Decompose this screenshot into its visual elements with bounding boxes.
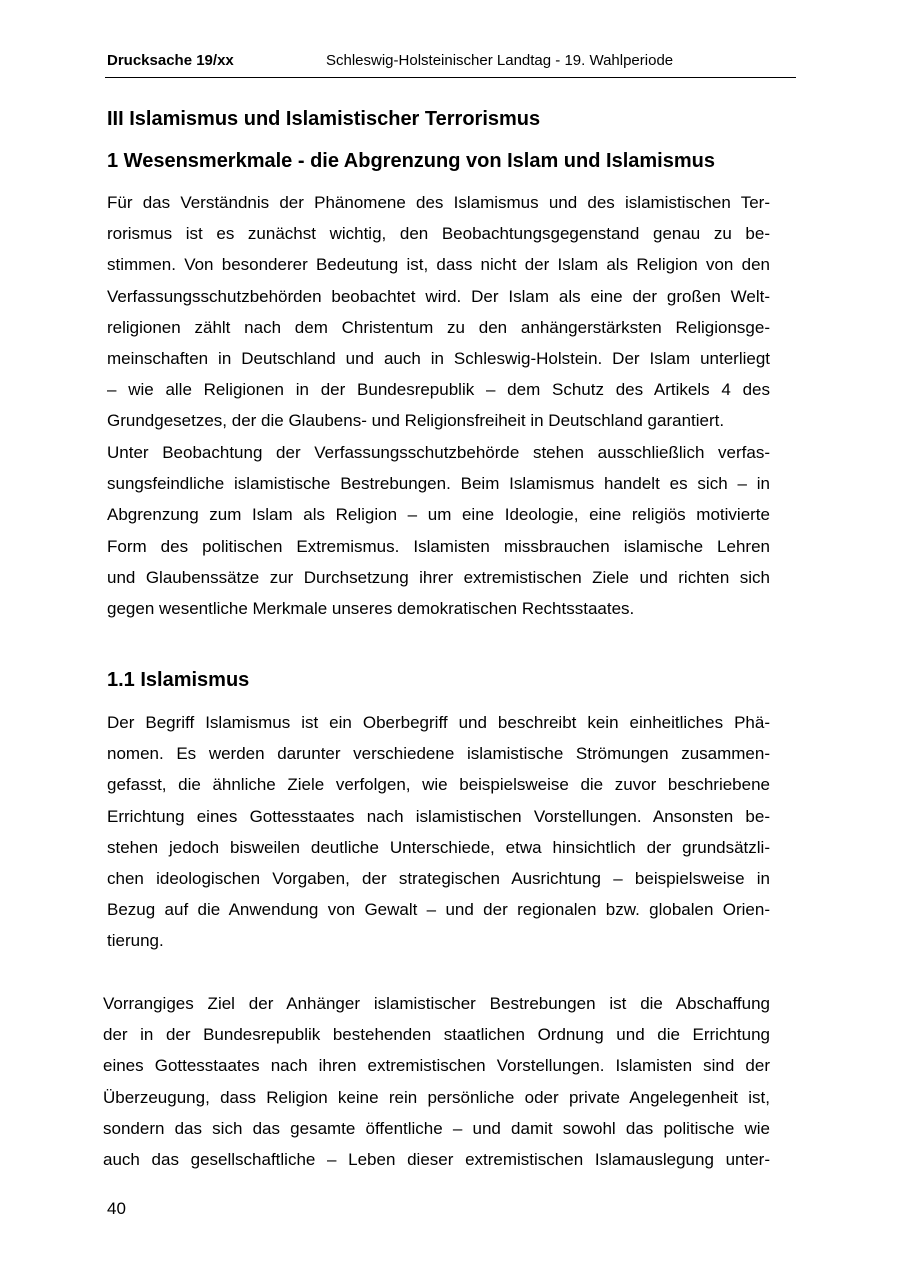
page-header xyxy=(105,50,796,78)
paragraph-4 xyxy=(103,988,770,1175)
subsection-heading: 1.1 Islamismus xyxy=(107,669,250,691)
text-line: nomen. Es werden darunter verschiedene islamistische Strömungen zusammen- xyxy=(107,744,770,764)
text-line: meinschaften in Deutschland und auch in Schleswig-Holstein. Der Islam unterliegt xyxy=(107,348,770,368)
text-line: stehen jedoch bisweilen deutliche Unterschiede, etwa hinsichtlich der grundsätzli- xyxy=(107,837,770,857)
text-line: Vorrangiges Ziel der Anhänger islamistischer Bestrebungen ist die Abschaffung xyxy=(103,994,770,1013)
text-line: Überzeugung, dass Religion keine rein persönliche oder private Angelegenheit ist, xyxy=(103,1087,770,1107)
section-heading: 1 Wesensmerkmale - die Abgrenzung von Islam und Islamismus xyxy=(107,150,715,172)
text-line: chen ideologischen Vorgaben, der strategischen Ausrichtung – beispielsweise in xyxy=(107,868,770,888)
text-line: stimmen. Von besonderer Bedeutung ist, dass nicht der Islam als Religion von den xyxy=(107,255,770,275)
text-line: Abgrenzung zum Islam als Religion – um eine Ideologie, eine religiös motivierte xyxy=(107,505,770,525)
text-line: auch das gesellschaftliche – Leben dieser extremistischen Islamauslegung unter- xyxy=(103,1149,770,1169)
text-line: Verfassungsschutzbehörden beobachtet wird. Der Islam als eine der großen Welt- xyxy=(107,286,770,306)
paragraph-3 xyxy=(107,707,770,957)
text-line: Bezug auf die Anwendung von Gewalt – und der regionalen bzw. globalen Orien- xyxy=(107,900,770,920)
page-number: 40 xyxy=(107,1199,126,1218)
text-line: – wie alle Religionen in der Bundesrepublik – dem Schutz des Artikels 4 des xyxy=(107,380,770,400)
text-line: Unter Beobachtung der Verfassungsschutzbehörde stehen ausschließlich verfas- xyxy=(107,443,770,462)
text-line: sondern das sich das gesamte öffentliche – und damit sowohl das politische wie xyxy=(103,1118,770,1138)
chapter-heading: III Islamismus und Islamistischer Terrorismus xyxy=(107,108,541,130)
document-number: Drucksache 19/xx xyxy=(107,52,234,69)
parliament-title: Schleswig-Holsteinischer Landtag - 19. Wahlperiode xyxy=(326,52,674,69)
paragraph-2 xyxy=(107,437,770,624)
text-line: Grundgesetzes, der die Glaubens- und Religionsfreiheit in Deutschland garantiert. xyxy=(107,411,725,431)
text-line: und Glaubenssätze zur Durchsetzung ihrer extremistischen Ziele und richten sich xyxy=(107,567,770,587)
text-line: der in der Bundesrepublik bestehenden staatlichen Ordnung und die Errichtung xyxy=(103,1025,770,1045)
text-line: gefasst, die ähnliche Ziele verfolgen, wie beispielsweise die zuvor beschriebene xyxy=(107,775,770,795)
text-line: rorismus ist es zunächst wichtig, den Beobachtungsgegenstand genau zu be- xyxy=(107,224,770,244)
text-line: Für das Verständnis der Phänomene des Islamismus und des islamistischen Ter- xyxy=(107,193,770,212)
text-line: gegen wesentliche Merkmale unseres demokratischen Rechtsstaates. xyxy=(107,598,635,618)
text-line: tierung. xyxy=(107,931,164,951)
text-line: Der Begriff Islamismus ist ein Oberbegriff und beschreibt kein einheitliches Phä- xyxy=(107,713,770,732)
text-line: religionen zählt nach dem Christentum zu den anhängerstärksten Religionsge- xyxy=(107,317,770,337)
text-line: sungsfeindliche islamistische Bestrebungen. Beim Islamismus handelt es sich – in xyxy=(107,474,770,494)
text-line: Errichtung eines Gottesstaates nach islamistischen Vorstellungen. Ansonsten be- xyxy=(107,806,770,826)
text-line: eines Gottesstaates nach ihren extremistischen Vorstellungen. Islamisten sind der xyxy=(103,1056,770,1076)
paragraph-1 xyxy=(107,187,770,437)
text-line: Form des politischen Extremismus. Islamisten missbrauchen islamische Lehren xyxy=(107,536,770,556)
